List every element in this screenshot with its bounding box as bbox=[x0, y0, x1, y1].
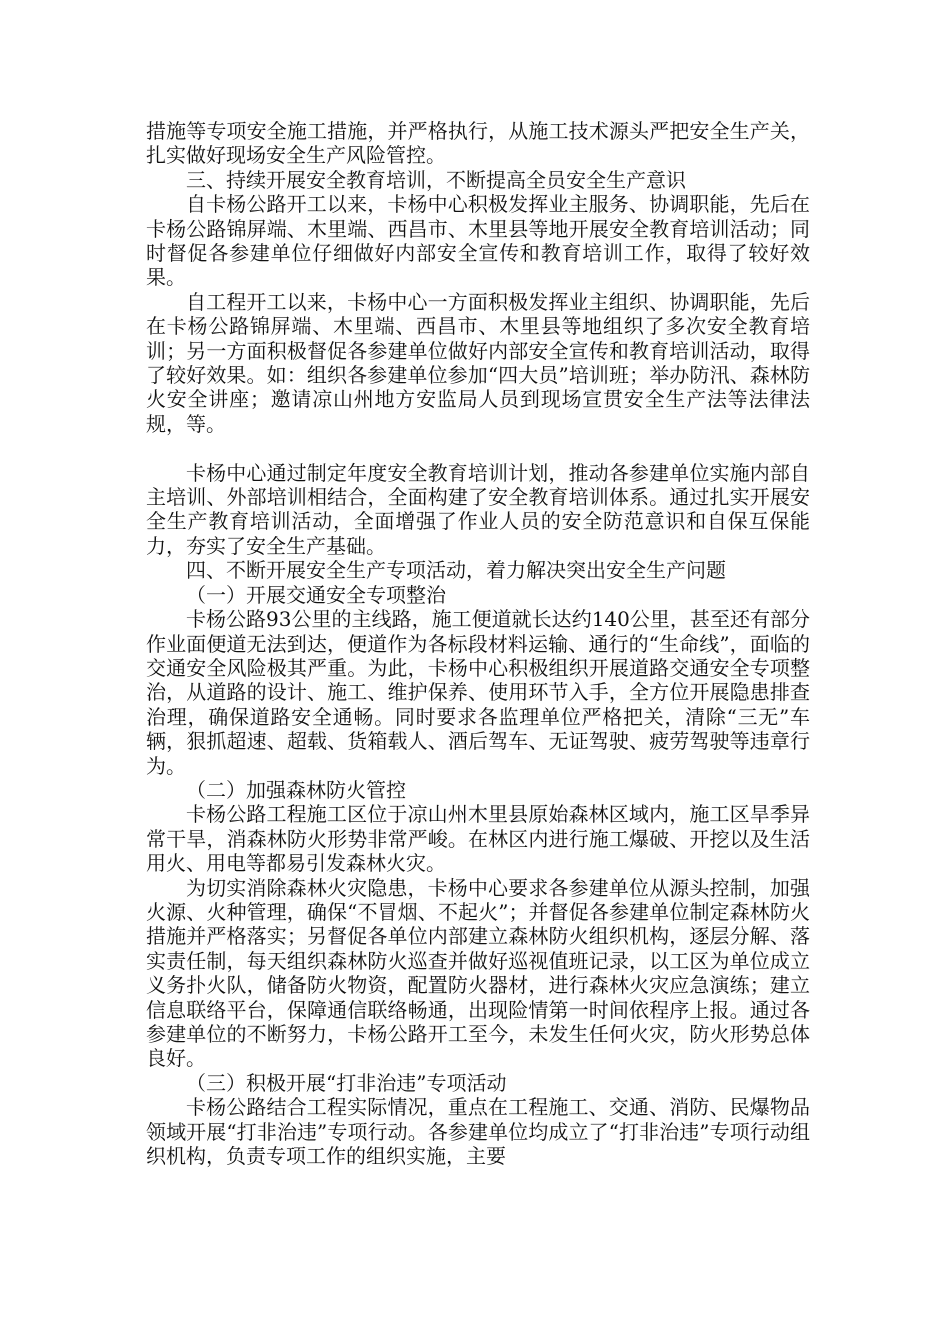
document-body bbox=[146, 119, 810, 1168]
paragraph: 卡杨公路结合工程实际情况，重点在工程施工、交通、消防、民爆物品领域开展“打非治违”专项行动。各参建单位均成立了“打非治违”专项行动组织机构，负责专项工作的组织实施，主要 bbox=[146, 1095, 810, 1169]
subsection-heading-2: （二）加强森林防火管控 bbox=[186, 777, 406, 802]
paragraph: 自工程开工以来，卡杨中心一方面积极发挥业主组织、协调职能，先后在卡杨公路锦屏端、木里端、西昌市、木里县等地组织了多次安全教育培训；另一方面积极督促各参建单位做好内部安全宣传和教育培训活动，取得了较好效果。如：组织各参建单位参加“四大员”培训班；举办防汛、森林防火安全讲座；邀请凉山州地方安监局人员到现场宣贯安全生产法等法律法规，等。 bbox=[146, 289, 810, 436]
section-heading-4: 四、不断开展安全生产专项活动，着力解决突出安全生产问题 bbox=[186, 558, 726, 583]
paragraph: 卡杨公路工程施工区位于凉山州木里县原始森林区域内，施工区旱季异常干旱，消森林防火形势非常严峻。在林区内进行施工爆破、开挖以及生活用火、用电等都易引发森林火灾。 bbox=[146, 802, 810, 876]
paragraph: 为切实消除森林火灾隐患，卡杨中心要求各参建单位从源头控制，加强火源、火种管理，确保“不冒烟、不起火”；并督促各参建单位制定森林防火措施并严格落实；另督促各单位内部建立森林防火组织机构，逐层分解、落实责任制，每天组织森林防火巡查并做好巡视值班记录，以工区为单位成立义务扑火队，储备防火物资，配置防火器材，进行森林火灾应急演练；建立信息联络平台，保障通信联络畅通，出现险情第一时间依程序上报。通过各参建单位的不断努力，卡杨公路开工至今，未发生任何火灾，防火形势总体良好。 bbox=[146, 875, 810, 1071]
paragraph-continuation: 措施等专项安全施工措施，并严格执行，从施工技术源头严把安全生产关，扎实做好现场安全生产风险管控。 bbox=[146, 119, 810, 168]
subsection-heading-1: （一）开展交通安全专项整治 bbox=[186, 582, 446, 607]
paragraph: 卡杨中心通过制定年度安全教育培训计划，推动各参建单位实施内部自主培训、外部培训相结合，全面构建了安全教育培训体系。通过扎实开展安全生产教育培训活动，全面增强了作业人员的安全防范意识和自保互保能力，夯实了安全生产基础。 bbox=[146, 460, 810, 558]
paragraph: 自卡杨公路开工以来，卡杨中心积极发挥业主服务、协调职能，先后在卡杨公路锦屏端、木里端、西昌市、木里县等地开展安全教育培训活动；同时督促各参建单位仔细做好内部安全宣传和教育培训工作，取得了较好效果。 bbox=[146, 192, 810, 290]
subsection-heading-3: （三）积极开展“打非治违”专项活动 bbox=[186, 1070, 507, 1095]
section-heading-3: 三、持续开展安全教育培训，不断提高全员安全生产意识 bbox=[186, 167, 686, 192]
paragraph: 卡杨公路93公里的主线路，施工便道就长达约140公里，甚至还有部分作业面便道无法到达，便道作为各标段材料运输、通行的“生命线”，面临的交通安全风险极其严重。为此，卡杨中心积极组织开展道路交通安全专项整治，从道路的设计、施工、维护保养、使用环节入手，全方位开展隐患排查治理，确保道路安全通畅。同时要求各监理单位严格把关，清除“三无”车辆，狠抓超速、超载、货箱载人、酒后驾车、无证驾驶、疲劳驾驶等违章行为。 bbox=[146, 607, 810, 778]
